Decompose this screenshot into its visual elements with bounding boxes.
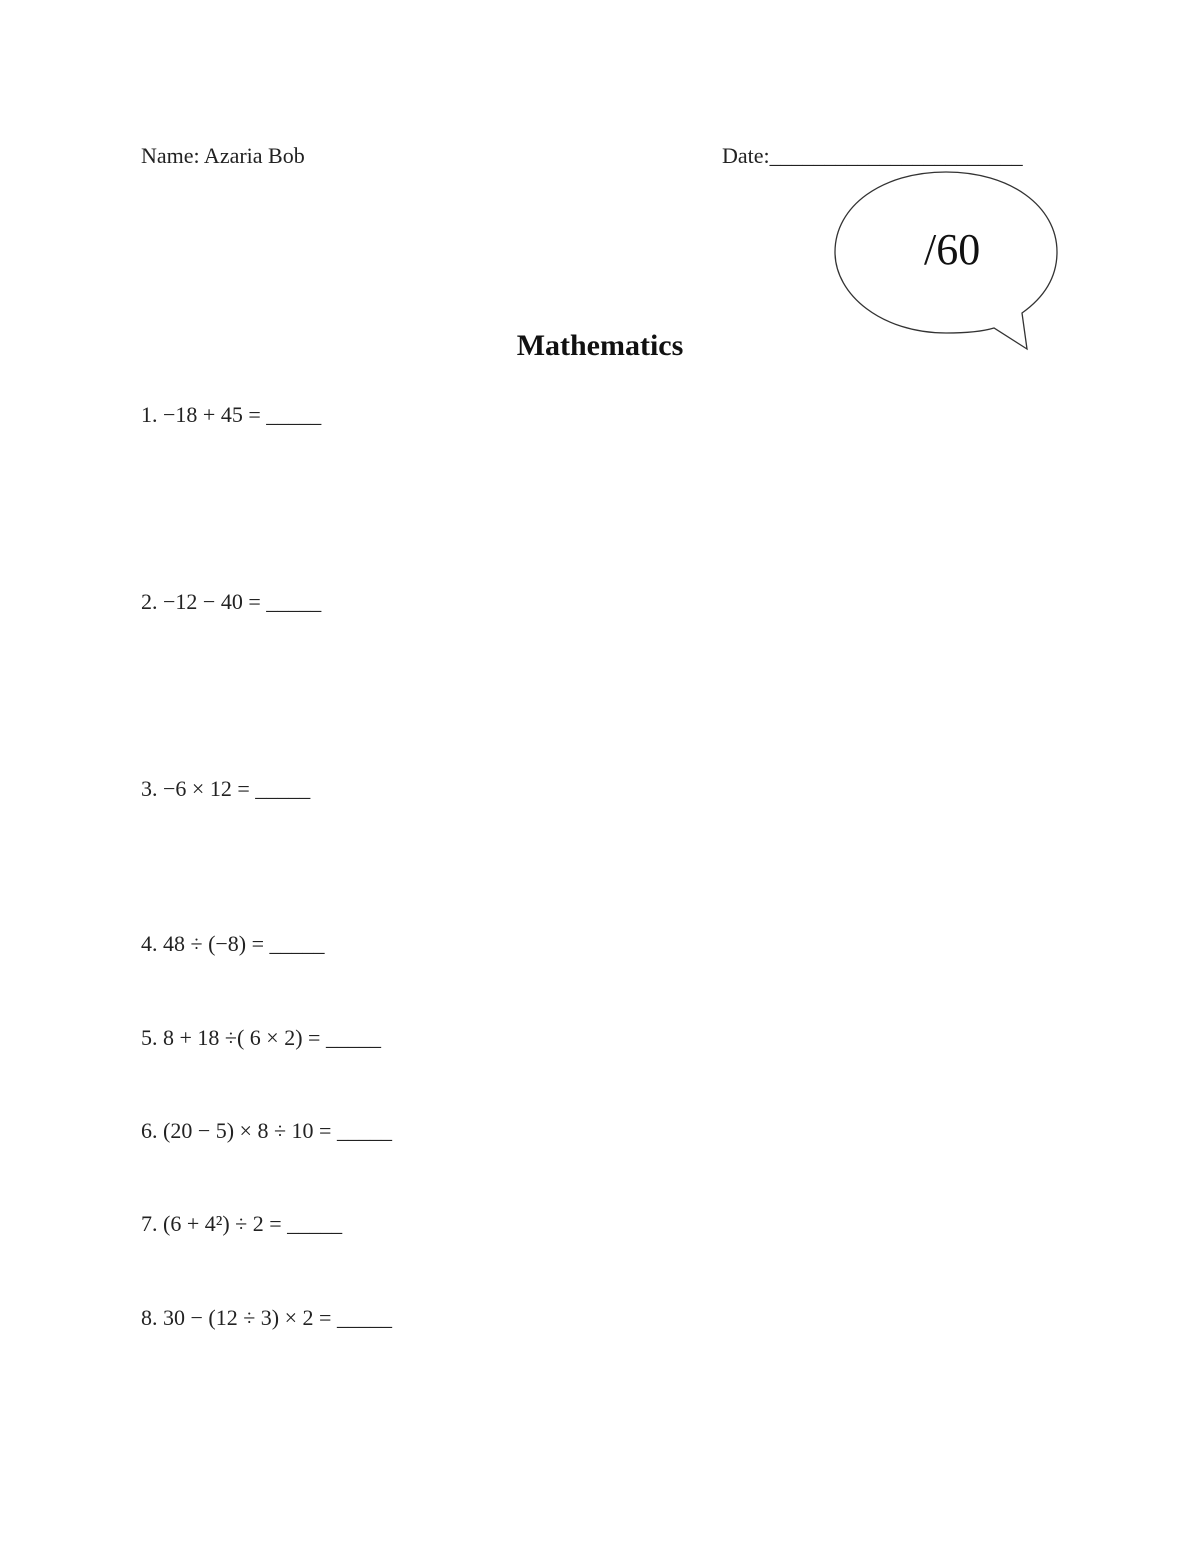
question-7: 7. (6 + 4²) ÷ 2 = _____ [141,1211,343,1236]
question-4: 4. 48 ÷ (−8) = _____ [141,931,325,956]
question-6: 6. (20 − 5) × 8 ÷ 10 = _____ [141,1118,392,1143]
question-3: 3. −6 × 12 = _____ [141,776,311,801]
question-5: 5. 8 + 18 ÷( 6 × 2) = _____ [141,1025,381,1050]
question-2: 2. −12 − 40 = _____ [141,589,322,614]
date-field: Date:_______________________ [722,143,1023,168]
student-name: Name: Azaria Bob [141,143,305,168]
page-title: Mathematics [516,329,684,362]
score-total: /60 [924,225,981,274]
question-8: 8. 30 − (12 ÷ 3) × 2 = _____ [141,1305,392,1330]
question-1: 1. −18 + 45 = _____ [141,402,322,427]
